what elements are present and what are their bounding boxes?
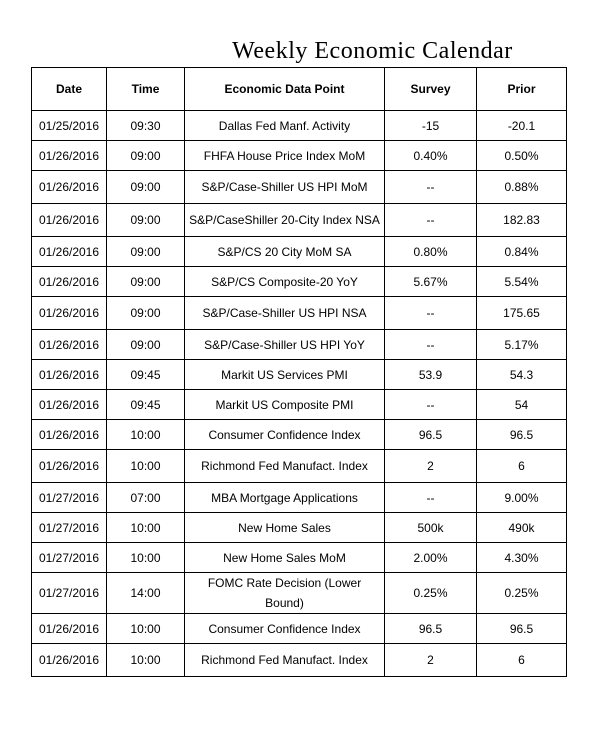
date-cell: 01/27/2016 xyxy=(32,543,107,573)
table-row xyxy=(32,543,567,573)
date-cell: 01/27/2016 xyxy=(32,513,107,543)
time-cell: 09:00 xyxy=(107,297,185,330)
survey-cell: 0.80% xyxy=(385,237,477,267)
table-row xyxy=(32,573,567,614)
header-prior: Prior xyxy=(477,68,567,111)
data-point-cell: Markit US Services PMI xyxy=(185,360,385,390)
prior-cell: 96.5 xyxy=(477,614,567,644)
date-cell: 01/26/2016 xyxy=(32,141,107,171)
prior-cell: 6 xyxy=(477,450,567,483)
table-row xyxy=(32,237,567,267)
data-point-cell: Consumer Confidence Index xyxy=(185,420,385,450)
prior-cell: 175.65 xyxy=(477,297,567,330)
data-point-cell: S&P/CaseShiller 20-City Index NSA xyxy=(185,204,385,237)
prior-cell: 0.25% xyxy=(477,573,567,614)
time-cell: 14:00 xyxy=(107,573,185,614)
table-row xyxy=(32,420,567,450)
date-cell: 01/26/2016 xyxy=(32,204,107,237)
prior-cell: -20.1 xyxy=(477,111,567,141)
survey-cell: 53.9 xyxy=(385,360,477,390)
date-cell: 01/26/2016 xyxy=(32,171,107,204)
survey-cell: -- xyxy=(385,171,477,204)
time-cell: 07:00 xyxy=(107,483,185,513)
data-point-cell: S&P/CS Composite-20 YoY xyxy=(185,267,385,297)
header-survey: Survey xyxy=(385,68,477,111)
date-cell: 01/26/2016 xyxy=(32,420,107,450)
time-cell: 09:00 xyxy=(107,141,185,171)
survey-cell: -- xyxy=(385,483,477,513)
time-cell: 09:00 xyxy=(107,267,185,297)
date-cell: 01/26/2016 xyxy=(32,297,107,330)
table-row xyxy=(32,614,567,644)
date-cell: 01/26/2016 xyxy=(32,390,107,420)
survey-cell: -- xyxy=(385,330,477,360)
prior-cell: 9.00% xyxy=(477,483,567,513)
prior-cell: 0.84% xyxy=(477,237,567,267)
table-row xyxy=(32,360,567,390)
prior-cell: 5.17% xyxy=(477,330,567,360)
table-row xyxy=(32,204,567,237)
data-point-cell: Richmond Fed Manufact. Index xyxy=(185,644,385,677)
header-economic-data-point: Economic Data Point xyxy=(185,68,385,111)
survey-cell: 2 xyxy=(385,644,477,677)
time-cell: 09:00 xyxy=(107,237,185,267)
time-cell: 10:00 xyxy=(107,614,185,644)
survey-cell: 500k xyxy=(385,513,477,543)
survey-cell: -- xyxy=(385,204,477,237)
table-row xyxy=(32,171,567,204)
data-point-cell: S&P/Case-Shiller US HPI NSA xyxy=(185,297,385,330)
data-point-cell: S&P/Case-Shiller US HPI MoM xyxy=(185,171,385,204)
page-title: Weekly Economic Calendar xyxy=(232,38,513,64)
time-cell: 10:00 xyxy=(107,543,185,573)
table-row xyxy=(32,483,567,513)
prior-cell: 182.83 xyxy=(477,204,567,237)
date-cell: 01/26/2016 xyxy=(32,360,107,390)
data-point-cell: Consumer Confidence Index xyxy=(185,614,385,644)
data-point-cell: Richmond Fed Manufact. Index xyxy=(185,450,385,483)
prior-cell: 54.3 xyxy=(477,360,567,390)
time-cell: 10:00 xyxy=(107,513,185,543)
prior-cell: 5.54% xyxy=(477,267,567,297)
time-cell: 09:30 xyxy=(107,111,185,141)
survey-cell: 5.67% xyxy=(385,267,477,297)
date-cell: 01/26/2016 xyxy=(32,450,107,483)
table-row xyxy=(32,111,567,141)
header-time: Time xyxy=(107,68,185,111)
table-row xyxy=(32,267,567,297)
prior-cell: 4.30% xyxy=(477,543,567,573)
time-cell: 10:00 xyxy=(107,450,185,483)
date-cell: 01/25/2016 xyxy=(32,111,107,141)
data-point-cell: Markit US Composite PMI xyxy=(185,390,385,420)
survey-cell: 96.5 xyxy=(385,420,477,450)
prior-cell: 490k xyxy=(477,513,567,543)
data-point-cell: FOMC Rate Decision (Lower Bound) xyxy=(185,573,385,614)
survey-cell: 0.40% xyxy=(385,141,477,171)
date-cell: 01/27/2016 xyxy=(32,483,107,513)
prior-cell: 0.50% xyxy=(477,141,567,171)
data-point-cell: New Home Sales xyxy=(185,513,385,543)
time-cell: 09:00 xyxy=(107,171,185,204)
data-point-cell: New Home Sales MoM xyxy=(185,543,385,573)
table-row xyxy=(32,330,567,360)
prior-cell: 54 xyxy=(477,390,567,420)
time-cell: 10:00 xyxy=(107,644,185,677)
data-point-cell: FHFA House Price Index MoM xyxy=(185,141,385,171)
survey-cell: 96.5 xyxy=(385,614,477,644)
table-header-row xyxy=(32,68,567,111)
data-point-cell: S&P/CS 20 City MoM SA xyxy=(185,237,385,267)
table-row xyxy=(32,390,567,420)
data-point-cell: S&P/Case-Shiller US HPI YoY xyxy=(185,330,385,360)
date-cell: 01/27/2016 xyxy=(32,573,107,614)
survey-cell: 0.25% xyxy=(385,573,477,614)
table-row xyxy=(32,297,567,330)
table-row xyxy=(32,450,567,483)
date-cell: 01/26/2016 xyxy=(32,614,107,644)
prior-cell: 6 xyxy=(477,644,567,677)
table-row xyxy=(32,141,567,171)
economic-calendar-table xyxy=(31,67,567,677)
survey-cell: 2.00% xyxy=(385,543,477,573)
prior-cell: 96.5 xyxy=(477,420,567,450)
date-cell: 01/26/2016 xyxy=(32,267,107,297)
data-point-cell: MBA Mortgage Applications xyxy=(185,483,385,513)
table-row xyxy=(32,513,567,543)
time-cell: 10:00 xyxy=(107,420,185,450)
time-cell: 09:00 xyxy=(107,204,185,237)
header-date: Date xyxy=(32,68,107,111)
survey-cell: -- xyxy=(385,297,477,330)
time-cell: 09:45 xyxy=(107,390,185,420)
date-cell: 01/26/2016 xyxy=(32,330,107,360)
date-cell: 01/26/2016 xyxy=(32,644,107,677)
survey-cell: -15 xyxy=(385,111,477,141)
data-point-cell: Dallas Fed Manf. Activity xyxy=(185,111,385,141)
date-cell: 01/26/2016 xyxy=(32,237,107,267)
time-cell: 09:45 xyxy=(107,360,185,390)
survey-cell: -- xyxy=(385,390,477,420)
survey-cell: 2 xyxy=(385,450,477,483)
prior-cell: 0.88% xyxy=(477,171,567,204)
time-cell: 09:00 xyxy=(107,330,185,360)
table-row xyxy=(32,644,567,677)
